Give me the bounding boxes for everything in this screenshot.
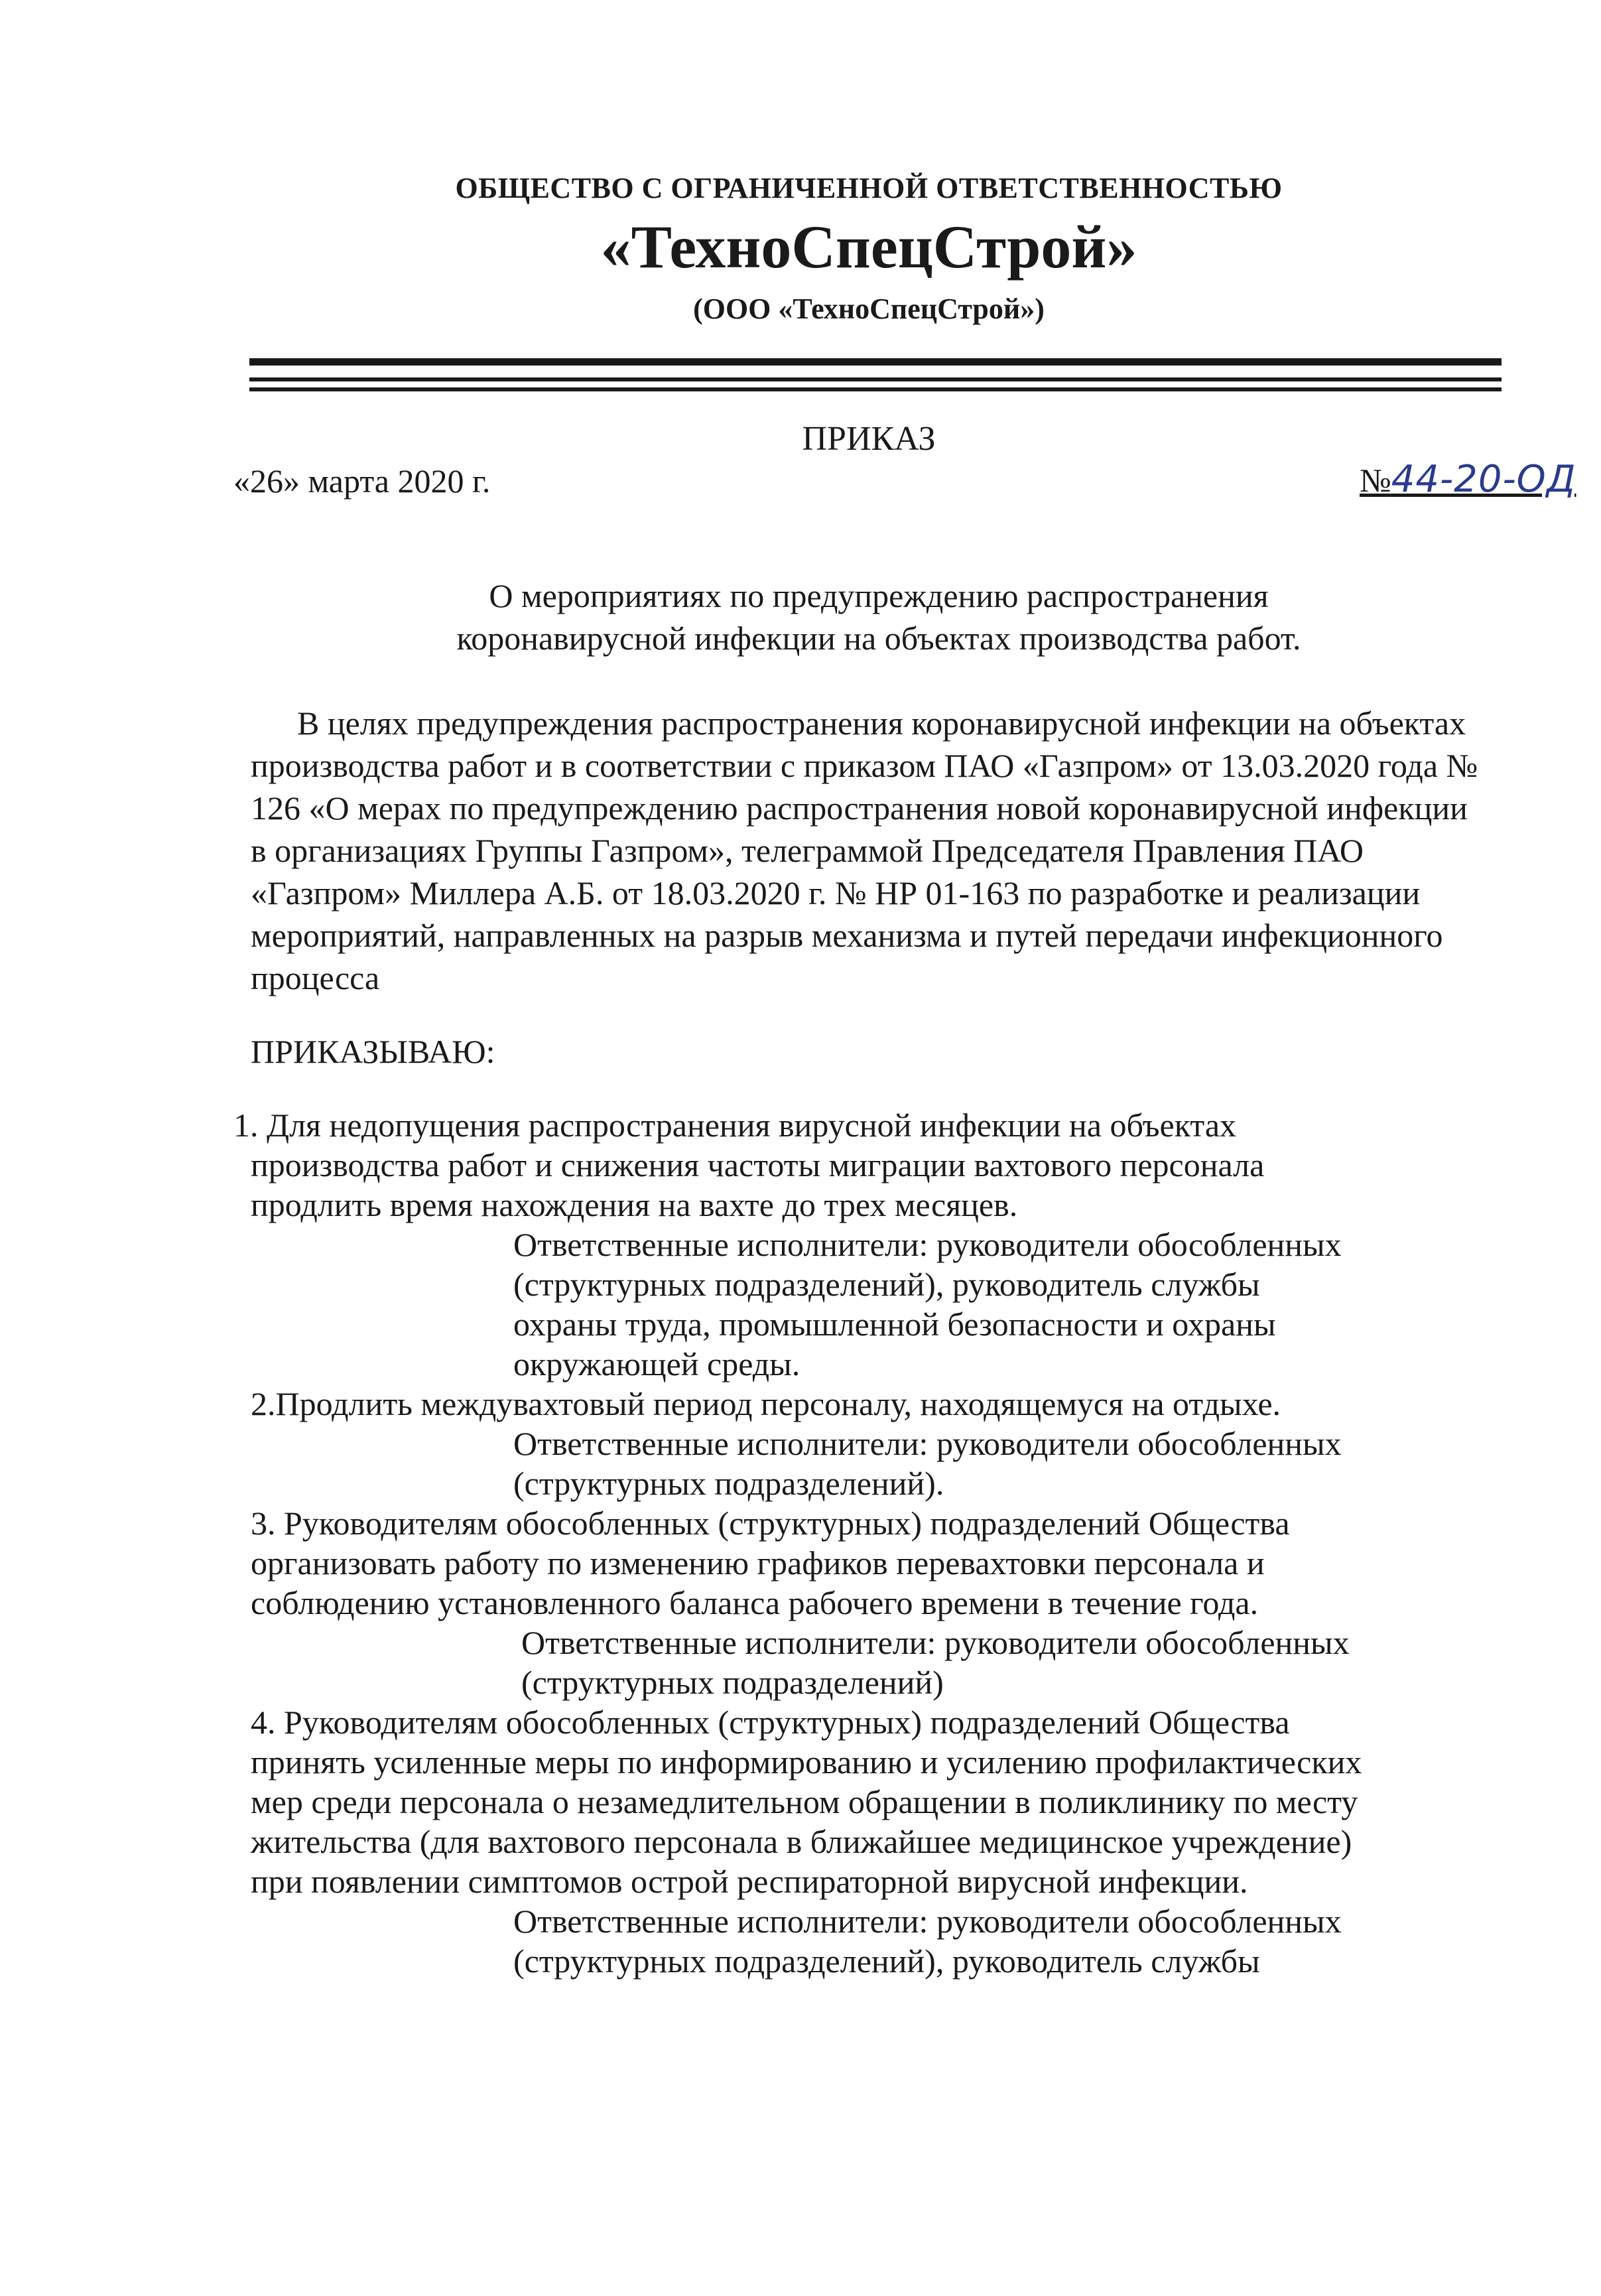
responsible-line: (структурных подразделений) xyxy=(521,1664,944,1701)
subject-line-1: О мероприятиях по предупреждению распространения xyxy=(489,577,1269,614)
item-line: производства работ и снижения частоты миграции вахтового персонала xyxy=(251,1146,1265,1183)
responsible-line: (структурных подразделений), руководитель службы xyxy=(513,1942,1260,1980)
item-line: при появлении симптомов острой респираторной вирусной инфекции. xyxy=(251,1863,1248,1900)
org-short-name: (ООО «ТехноСпецСтрой») xyxy=(693,293,1045,325)
responsible-line: (структурных подразделений), руководитель службы xyxy=(513,1266,1260,1303)
order-word: ПРИКАЗЫВАЮ: xyxy=(251,1033,495,1070)
responsible-line: охраны труда, промышленной безопасности и охраны xyxy=(513,1306,1276,1343)
document-number xyxy=(1360,458,1576,501)
item-line: 1. Для недопущения распространения вирусной инфекции на объектах xyxy=(233,1107,1237,1144)
item-line: жительства (для вахтового персонала в ближайшее медицинское учреждение) xyxy=(251,1823,1352,1860)
header-rule-thin-2 xyxy=(249,387,1502,391)
responsible-line: окружающей среды. xyxy=(513,1345,801,1383)
item-line: 2.Продлить междувахтовый период персоналу, находящемуся на отдыхе. xyxy=(251,1385,1281,1422)
responsible-line: (структурных подразделений). xyxy=(513,1465,944,1502)
subject-line-2: коронавирусной инфекции на объектах производства работ. xyxy=(456,620,1301,657)
item-line: принять усиленные меры по информированию и усилению профилактических xyxy=(251,1743,1362,1781)
item-line: 3. Руководителям обособленных (структурных) подразделений Общества xyxy=(251,1505,1290,1542)
org-name: «ТехноСпецСтрой» xyxy=(600,213,1137,281)
item-line: 4. Руководителям обособленных (структурных) подразделений Общества xyxy=(251,1704,1290,1741)
org-full-name: ОБЩЕСТВО С ОГРАНИЧЕННОЙ ОТВЕТСТВЕННОСТЬЮ xyxy=(455,172,1283,204)
responsible-line: Ответственные исполнители: руководители обособленных xyxy=(521,1624,1350,1661)
item-line: соблюдению установленного баланса рабочего времени в течение года. xyxy=(251,1584,1259,1621)
item-line: продлить время нахождения на вахте до трех месяцев. xyxy=(251,1186,1018,1223)
number-prefix: № xyxy=(1360,462,1391,499)
responsible-line: Ответственные исполнители: руководители обособленных xyxy=(513,1425,1342,1462)
header-rule-thin xyxy=(249,377,1502,381)
document-subject xyxy=(265,574,1492,659)
document-date: «26» марта 2020 г. xyxy=(233,462,491,500)
responsible-line: Ответственные исполнители: руководители обособленных xyxy=(513,1903,1342,1940)
handwritten-number: 44-20-ОД xyxy=(1391,458,1576,501)
header-rule-thick xyxy=(249,358,1502,366)
document-type: ПРИКАЗ xyxy=(802,420,936,458)
item-line: организовать работу по изменению графиков перевахтовки персонала и xyxy=(251,1544,1265,1582)
responsible-line: Ответственные исполнители: руководители обособленных xyxy=(513,1226,1342,1263)
item-line: мер среди персонала о незамедлительном обращении в поликлинику по месту xyxy=(251,1783,1358,1820)
preamble-paragraph: В целях предупреждения распространения коронавирусной инфекции на объектах производства работ и в соответствии с приказом ПАО «Газпром» от 13.03.2020 года № 126 «О мерах по предупреждению распространения новой коронавирусной инфекции в организациях Группы Газпром», телеграммой Председателя Правления ПАО «Газпром» Миллера А.Б. от 18.03.2020 г. № НР 01-163 по разработке и реализации мероприятий, направленных на разрыв механизма и путей передачи инфекционного процесса xyxy=(251,705,1478,996)
